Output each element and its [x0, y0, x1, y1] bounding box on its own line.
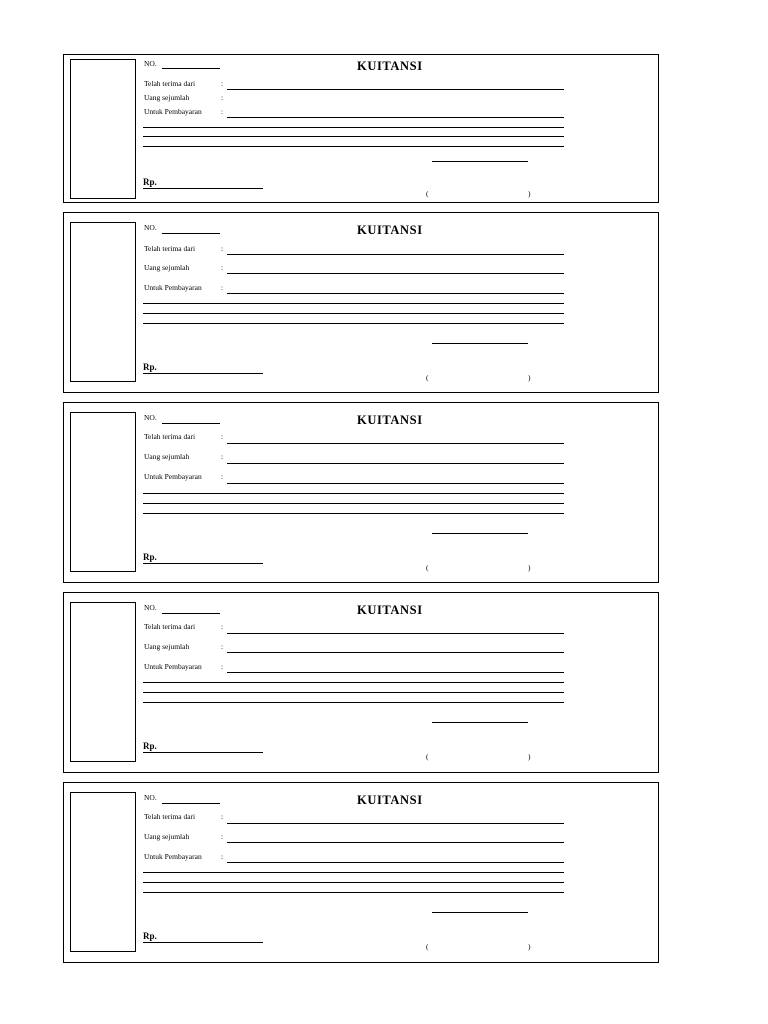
received-from-field[interactable]	[227, 823, 564, 824]
receipt-title: KUITANSI	[357, 223, 423, 237]
receipt-1	[63, 54, 659, 203]
rp-amount-field[interactable]	[143, 752, 263, 753]
receipt-number-field[interactable]	[162, 68, 220, 69]
signature-line[interactable]	[432, 912, 528, 913]
payment-for-label: Untuk Pembayaran	[144, 107, 202, 116]
received-from-label: Telah terima dari	[144, 79, 196, 88]
payment-for-extra-line[interactable]	[143, 882, 564, 883]
signer-name-close-paren: )	[528, 752, 531, 761]
receipt-number-label: NO.	[144, 603, 157, 612]
amount-colon: :	[221, 93, 224, 102]
signer-name-close-paren: )	[528, 942, 531, 951]
amount-field[interactable]	[227, 842, 564, 843]
rp-amount-field[interactable]	[143, 942, 263, 943]
amount-field[interactable]	[227, 273, 564, 274]
signer-name-open-paren: (	[426, 189, 429, 198]
payment-for-extra-line[interactable]	[143, 493, 564, 494]
signer-name-close-paren: )	[528, 189, 531, 198]
receipt-stub	[70, 222, 136, 382]
payment-for-extra-line[interactable]	[143, 702, 564, 703]
receipt-2	[63, 212, 659, 393]
payment-for-field[interactable]	[227, 117, 564, 118]
signature-line[interactable]	[432, 722, 528, 723]
received-from-colon: :	[221, 432, 224, 441]
payment-for-extra-line[interactable]	[143, 127, 564, 128]
payment-for-extra-line[interactable]	[143, 892, 564, 893]
received-from-label: Telah terima dari	[144, 432, 196, 441]
rp-label: Rp.	[143, 741, 157, 751]
received-from-label: Telah terima dari	[144, 244, 196, 253]
payment-for-extra-line[interactable]	[143, 323, 564, 324]
received-from-colon: :	[221, 79, 224, 88]
received-from-field[interactable]	[227, 89, 564, 90]
amount-colon: :	[221, 263, 224, 272]
receipt-title: KUITANSI	[357, 59, 423, 73]
received-from-field[interactable]	[227, 633, 564, 634]
signer-name-open-paren: (	[426, 752, 429, 761]
payment-for-extra-line[interactable]	[143, 146, 564, 147]
payment-for-colon: :	[221, 852, 224, 861]
payment-for-field[interactable]	[227, 672, 564, 673]
payment-for-label: Untuk Pembayaran	[144, 283, 202, 292]
received-from-label: Telah terima dari	[144, 622, 196, 631]
signer-name-open-paren: (	[426, 373, 429, 382]
receipt-stub	[70, 792, 136, 952]
payment-for-label: Untuk Pembayaran	[144, 472, 202, 481]
received-from-colon: :	[221, 812, 224, 821]
rp-label: Rp.	[143, 931, 157, 941]
receipt-number-label: NO.	[144, 59, 157, 68]
receipt-title: KUITANSI	[357, 603, 423, 617]
payment-for-extra-line[interactable]	[143, 503, 564, 504]
amount-label: Uang sejumlah	[144, 263, 190, 272]
rp-amount-field[interactable]	[143, 563, 263, 564]
payment-for-field[interactable]	[227, 862, 564, 863]
received-from-field[interactable]	[227, 254, 564, 255]
signature-line[interactable]	[432, 343, 528, 344]
receipt-5	[63, 782, 659, 963]
payment-for-colon: :	[221, 662, 224, 671]
payment-for-field[interactable]	[227, 483, 564, 484]
rp-label: Rp.	[143, 177, 157, 187]
receipt-number-label: NO.	[144, 223, 157, 232]
payment-for-colon: :	[221, 283, 224, 292]
payment-for-extra-line[interactable]	[143, 303, 564, 304]
amount-colon: :	[221, 832, 224, 841]
receipt-number-field[interactable]	[162, 233, 220, 234]
payment-for-label: Untuk Pembayaran	[144, 852, 202, 861]
payment-for-extra-line[interactable]	[143, 513, 564, 514]
amount-colon: :	[221, 642, 224, 651]
receipt-title: KUITANSI	[357, 793, 423, 807]
receipt-stub	[70, 59, 136, 199]
payment-for-field[interactable]	[227, 293, 564, 294]
received-from-colon: :	[221, 622, 224, 631]
receipt-number-label: NO.	[144, 413, 157, 422]
payment-for-colon: :	[221, 107, 224, 116]
receipt-4	[63, 592, 659, 773]
amount-label: Uang sejumlah	[144, 832, 190, 841]
receipt-number-field[interactable]	[162, 423, 220, 424]
rp-label: Rp.	[143, 552, 157, 562]
receipt-number-label: NO.	[144, 793, 157, 802]
receipt-stub	[70, 602, 136, 762]
received-from-label: Telah terima dari	[144, 812, 196, 821]
receipt-3	[63, 402, 659, 583]
rp-label: Rp.	[143, 362, 157, 372]
rp-amount-field[interactable]	[143, 188, 263, 189]
payment-for-extra-line[interactable]	[143, 136, 564, 137]
payment-for-label: Untuk Pembayaran	[144, 662, 202, 671]
amount-label: Uang sejumlah	[144, 452, 190, 461]
receipt-stub	[70, 412, 136, 572]
signer-name-close-paren: )	[528, 373, 531, 382]
amount-label: Uang sejumlah	[144, 642, 190, 651]
received-from-colon: :	[221, 244, 224, 253]
receipt-number-field[interactable]	[162, 613, 220, 614]
amount-label: Uang sejumlah	[144, 93, 190, 102]
signature-line[interactable]	[432, 533, 528, 534]
signer-name-open-paren: (	[426, 942, 429, 951]
signer-name-close-paren: )	[528, 563, 531, 572]
payment-for-colon: :	[221, 472, 224, 481]
received-from-field[interactable]	[227, 443, 564, 444]
signer-name-open-paren: (	[426, 563, 429, 572]
signature-line[interactable]	[432, 161, 528, 162]
amount-colon: :	[221, 452, 224, 461]
payment-for-extra-line[interactable]	[143, 682, 564, 683]
payment-for-extra-line[interactable]	[143, 872, 564, 873]
payment-for-extra-line[interactable]	[143, 692, 564, 693]
receipt-title: KUITANSI	[357, 413, 423, 427]
rp-amount-field[interactable]	[143, 373, 263, 374]
amount-field[interactable]	[227, 652, 564, 653]
amount-field[interactable]	[227, 463, 564, 464]
payment-for-extra-line[interactable]	[143, 313, 564, 314]
receipt-number-field[interactable]	[162, 803, 220, 804]
